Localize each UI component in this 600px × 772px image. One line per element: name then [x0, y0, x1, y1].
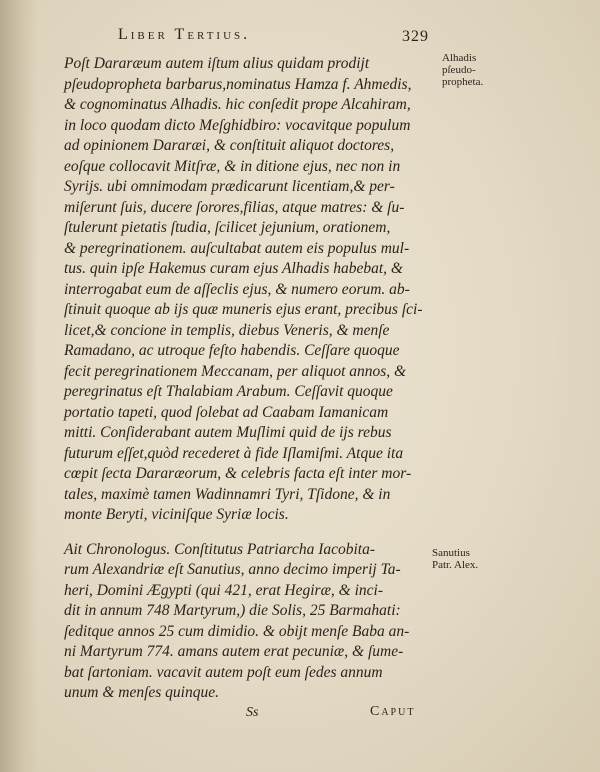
text-line: Syrijs. ubi omnimodam prædicarunt licentiam,& per- [64, 178, 395, 195]
body-text [64, 54, 442, 704]
text-line: in loco quodam dicto Meſghidbiro: vocavitque populum [64, 116, 411, 134]
text-line: tales, maximè tamen Wadinnamri Tyri, Tſidone, & in [64, 485, 391, 503]
text-line: pſeudopropheta barbarus,nominatus Hamza f. Ahmedis, [64, 75, 412, 93]
text-line: eoſque collocavit Mitſræ, & in ditione ejus, nec non in [64, 157, 401, 175]
catchword: Caput [370, 704, 416, 719]
margin-note-line: propheta. [442, 76, 484, 88]
text-line: Ramadano, ac utroque feſto habendis. Ceſſare quoque [64, 342, 400, 359]
text-line: tus. quin ipſe Hakemus curam ejus Alhadis habebat, & [64, 260, 403, 277]
text-line: bat ſartoniam. vacavit autem poſt eum ſedes annum [64, 663, 383, 681]
running-head: Liber Tertius. [118, 26, 251, 43]
text-line: Ait Chronologus. Conſtitutus Patriarcha Iacobita- [64, 540, 376, 558]
margin-note-line: Sanutius [432, 547, 470, 559]
text-line: portatio tapeti, quod ſolebat ad Caabam Iamanicam [64, 403, 389, 421]
text-line: & peregrinationem. auſcultabat autem eis populus mul- [64, 239, 410, 257]
margin-note-line: Alhadis [442, 52, 477, 64]
text-line: ad opinionem Dararæi, & conſtituit aliquot doctores, [64, 137, 395, 154]
text-line: futurum eſſet,quòd recederet à fide Iſlamiſmi. Atque ita [64, 444, 404, 462]
margin-note-alhadis [442, 52, 483, 88]
text-line: ſtulerunt pietatis ſtudia, ſcilicet jejunium, orationem, [64, 219, 391, 236]
signature-mark: Ss [246, 705, 259, 720]
text-line: ſeditque annos 25 cum dimidio. & obijt menſe Baba an- [64, 622, 410, 640]
text-line: dit in annum 748 Martyrum,) die Solis, 25 Barmahati: [64, 602, 401, 619]
text-line: ſtinuit quoque ab ijs quæ muneris ejus erant, precibus ſci- [64, 301, 423, 318]
page-fold-shadow [0, 0, 38, 772]
text-line: rum Alexandriæ eſt Sanutius, anno decimo imperij Ta- [64, 561, 401, 578]
margin-note-line: pſeudo- [442, 64, 476, 76]
text-line: Poſt Dararæum autem iſtum alius quidam prodijt [64, 55, 370, 72]
text-line: unum & menſes quinque. [64, 684, 219, 701]
text-line: licet,& concione in templis, diebus Veneris, & menſe [64, 321, 390, 339]
text-line: interrogabat eum de aſſeclis ejus, & numero eorum. ab- [64, 280, 410, 298]
text-line: fecit peregrinationem Meccanam, per aliquot annos, & [64, 362, 407, 380]
text-line: peregrinatus eſt Thalabiam Arabum. Ceſſavit quoque [64, 383, 393, 400]
text-line: heri, Domini Ægypti (qui 421, erat Hegiræ, & inci- [64, 581, 384, 599]
text-line: monte Beryti, viciniſque Syriæ locis. [64, 506, 289, 523]
text-line: miſerunt ſuis, ducere ſorores,filias, atque matres: & ſu- [64, 198, 405, 216]
text-line: ni Martyrum 774. amans autem erat pecuniæ, & ſume- [64, 643, 404, 660]
margin-note-sanutius [432, 547, 478, 571]
paragraph-gap [64, 526, 442, 540]
page-number: 329 [402, 28, 429, 45]
text-line: cœpit ſecta Dararæorum, & celebris facta eſt inter mor- [64, 465, 412, 482]
text-line: & cognominatus Alhadis. hic conſedit prope Alcahiram, [64, 96, 411, 113]
margin-note-line: Patr. Alex. [432, 559, 479, 571]
text-line: mitti. Conſiderabant autem Muſlimi quid de ijs rebus [64, 424, 392, 441]
